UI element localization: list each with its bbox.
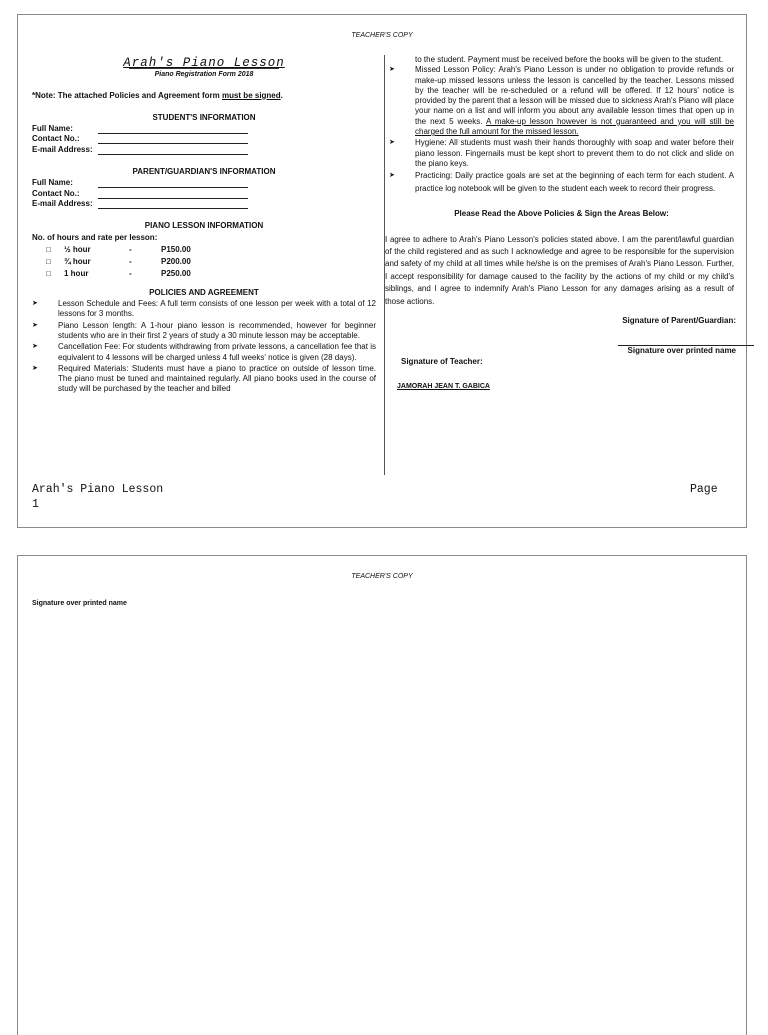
- read-policies-heading: Please Read the Above Policies & Sign the Areas Below:: [454, 209, 669, 219]
- parent-info-heading: PARENT/GUARDIAN'S INFORMATION: [132, 167, 276, 177]
- page-number: 1: [32, 498, 39, 511]
- policies-list-right: [389, 65, 734, 195]
- policy-item: ➤ Practicing: Daily practice goals are set at the beginning of each term for each student. A practice log notebook will be given to the student each week to record their progress.: [389, 170, 734, 195]
- document-subtitle: Piano Registration Form 2018: [129, 68, 279, 80]
- document-page-2: [17, 555, 747, 1035]
- rates-label: No. of hours and rate per lesson:: [32, 232, 158, 242]
- signing-note: *Note: The attached Policies and Agreement form must be signed.: [32, 90, 283, 100]
- left-column: [32, 55, 376, 396]
- policies-list-left: [32, 299, 376, 395]
- student-email-field[interactable]: E-mail Address:: [32, 145, 376, 155]
- policy-continuation: to the student. Payment must be received before the books will be given to the student.: [415, 55, 724, 64]
- rate-option[interactable]: □ ½ hour - P150.00: [46, 244, 191, 254]
- document-title: Arah's Piano Lesson: [123, 56, 285, 70]
- policy-item: ➤ Lesson Schedule and Fees: A full term consists of one lesson per week with a total of 12 lessons for 3 months.: [32, 299, 376, 320]
- policy-item: ➤ Piano Lesson length: A 1-hour piano lesson is recommended, however for beginner students who are in their first 2 years of study a 30 minute lesson may be acceptable.: [32, 321, 376, 342]
- policy-item: ➤ Hygiene: All students must wash their hands thoroughly with soap and water before their piano lesson. Fingernails must be kept short to prevent them to do not click and slide on the piano keys.: [389, 138, 734, 169]
- policy-item: ➤ Required Materials: Students must have a piano to practice on outside of lesson time. The piano must be tuned and maintained regularly. All piano books used in the course of study will be purchased by the teacher and billed: [32, 364, 376, 395]
- page-header: TEACHER'S COPY: [351, 32, 413, 39]
- page-header: TEACHER'S COPY: [351, 573, 413, 580]
- rate-option[interactable]: □ ¾ hour - P200.00: [46, 257, 191, 267]
- checkbox-icon[interactable]: □: [46, 244, 51, 254]
- parent-email-field[interactable]: E-mail Address:: [32, 199, 376, 209]
- agreement-text: I agree to adhere to Arah's Piano Lesson's policies stated above. I am the parent/lawful guardian of the child registered and as such I acknowledge and agree to be responsible for the supervision and safety of my child at all times while he/she is on the premises of Arah's Piano Lesson. Further, I accept responsibility for damage caused to the facility by the actions of my child or my child's siblings, and I agree to indemnify Arah's Piano Lesson for any damages arising as a result of those actions.: [385, 234, 734, 306]
- lesson-info-heading: PIANO LESSON INFORMATION: [144, 221, 264, 231]
- student-contact-field[interactable]: Contact No.:: [32, 134, 376, 144]
- student-info-heading: STUDENT'S INFORMATION: [152, 112, 256, 122]
- student-full-name-field[interactable]: Full Name:: [32, 124, 376, 134]
- parent-signature-label: Signature of Parent/Guardian:: [622, 316, 736, 325]
- document-page-1: [17, 14, 747, 528]
- teacher-signature-label: Signature of Teacher:: [401, 356, 483, 366]
- footer-page-label: Page: [690, 483, 718, 496]
- printed-name-label: Signature over printed name: [32, 600, 127, 607]
- teacher-name: JAMORAH JEAN T. GABICA: [397, 382, 490, 390]
- policy-item: ➤ Cancellation Fee: For students withdrawing from private lessons, a cancellation fee that is equivalent to 4 lessons will be charged unless 4 full weeks' notice is given (28 days).: [32, 342, 376, 363]
- checkbox-icon[interactable]: □: [46, 269, 51, 279]
- policies-heading: POLICIES AND AGREEMENT: [149, 287, 259, 297]
- footer-left: Arah's Piano Lesson 1: [32, 483, 164, 511]
- right-column: [385, 55, 736, 392]
- rate-option[interactable]: □ 1 hour - P250.00: [46, 269, 191, 279]
- printed-name-label: Signature over printed name: [627, 346, 736, 356]
- checkbox-icon[interactable]: □: [46, 257, 51, 267]
- parent-contact-field[interactable]: Contact No.:: [32, 189, 376, 199]
- policy-item: ➤ Missed Lesson Policy: Arah's Piano Lesson is under no obligation to provide refunds or make-up missed lessons unless the lesson is cancelled by the teacher. Lessons missed by the teacher will be re-scheduled or a refund will be offered. If 12 hours' notice is provided by the parent that a lesson will be missed due to sickness Arah's Piano will place your name on a list and will inform you about any available lesson times that open up in the next 5 weeks. A make-up lesson however is not guaranteed and you will still be charged the full amount for the missed lesson.: [389, 65, 734, 137]
- parent-full-name-field[interactable]: Full Name:: [32, 178, 376, 188]
